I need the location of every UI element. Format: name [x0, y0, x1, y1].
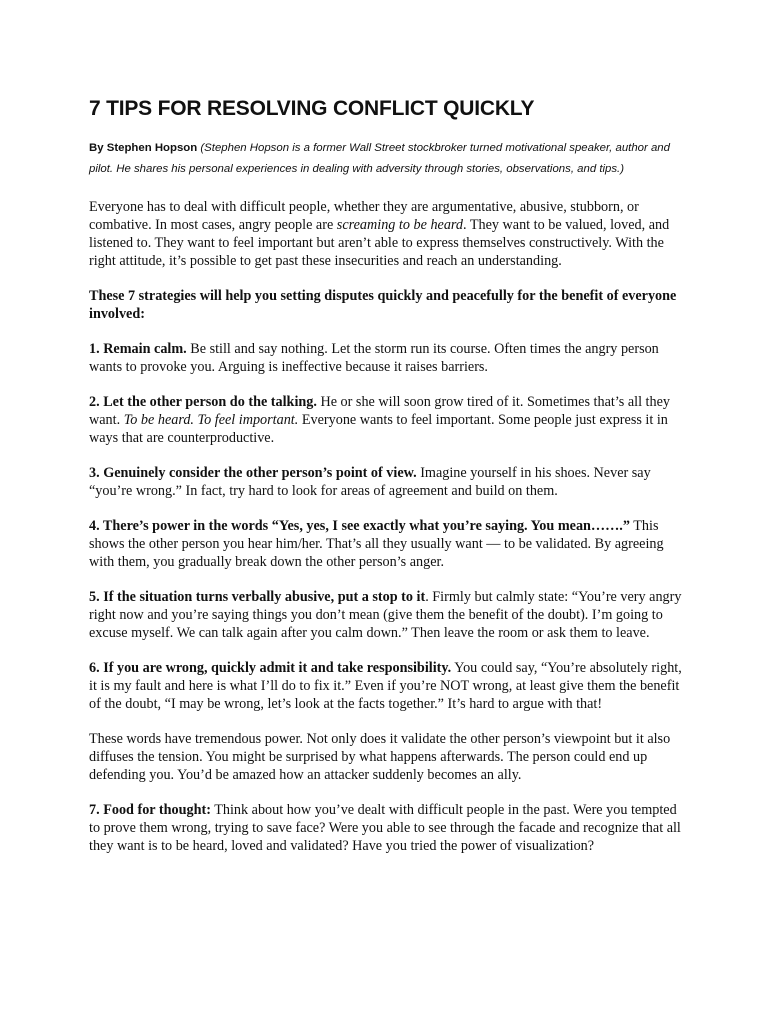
tip-body-continued: Everyone wants to feel important. Some people just express it in ways that are counterproductive. — [89, 412, 668, 446]
tip-2 — [89, 393, 685, 447]
tip-body: He or she will soon grow tired of it. Sometimes that’s all they want. — [89, 394, 670, 428]
tip-body: Think about how you’ve dealt with difficult people in the past. Were you tempted to prove them wrong, trying to save face? Were you able to see through the facade and recognize that all they want is to be heard, loved and validated? Have you tried the power of visualization? — [89, 802, 681, 854]
tip-heading: 7. Food for thought: — [89, 802, 211, 818]
tip-heading: 1. Remain calm. — [89, 341, 187, 357]
tip-heading: 5. If the situation turns verbally abusive, put a stop to it — [89, 589, 426, 605]
tip-body: Imagine yourself in his shoes. Never say “you’re wrong.” In fact, try hard to look for areas of agreement and build on them. — [89, 465, 651, 499]
tip-emphasis: To be heard. To feel important. — [123, 412, 299, 428]
tip-body: . Firmly but calmly state: “You’re very angry right now and you’re saying things you don’t mean (give them the benefit of the doubt). I’m going to excuse myself. We can talk again after you calm down.” Then leave the room or ask them to leave. — [89, 589, 682, 641]
tip-heading: 6. If you are wrong, quickly admit it and take responsibility. — [89, 660, 452, 676]
tip-body: Be still and say nothing. Let the storm run its course. Often times the angry person wants to provoke you. Arguing is ineffective because it raises barriers. — [89, 341, 659, 375]
tip-3 — [89, 464, 685, 500]
strategies-intro: These 7 strategies will help you setting disputes quickly and peacefully for the benefit of everyone involved: — [89, 288, 677, 322]
tip-5 — [89, 588, 685, 642]
tip-7 — [89, 801, 685, 855]
byline-author: By Stephen Hopson — [89, 142, 198, 154]
tip-heading: 4. There’s power in the words “Yes, yes, I see exactly what you’re saying. You mean…….” — [89, 518, 630, 534]
tip-4 — [89, 517, 685, 571]
intro-text-2: . They want to be valued, loved, and listened to. They want to feel important but aren’t able to express themselves constructively. With the right attitude, it’s possible to get past these insecurities and reach an understanding. — [89, 217, 670, 269]
intro-paragraph — [89, 198, 685, 270]
tip-1 — [89, 340, 685, 376]
byline — [89, 138, 685, 180]
tip-6 — [89, 659, 685, 713]
document-page — [89, 96, 685, 872]
tip-heading: 2. Let the other person do the talking. — [89, 394, 317, 410]
byline-bio: (Stephen Hopson is a former Wall Street stockbroker turned motivational speaker, author and pilot. He shares his personal experiences in dealing with adversity through stories, observations, and tips.) — [89, 142, 670, 175]
intro-emphasis: screaming to be heard — [336, 217, 464, 233]
intro-text-1: Everyone has to deal with difficult people, whether they are argumentative, abusive, stubborn, or combative. In most cases, angry people are — [89, 199, 639, 233]
tip-6-followup: These words have tremendous power. Not only does it validate the other person’s viewpoint but it also diffuses the tension. You might be surprised by what happens afterwards. The person could end up defending you. You’d be amazed how an attacker suddenly becomes an ally. — [89, 731, 671, 783]
document-title: 7 TIPS FOR RESOLVING CONFLICT QUICKLY — [89, 97, 535, 120]
tip-body: This shows the other person you hear him/her. That’s all they usually want — to be validated. By agreeing with them, you gradually break down the other person’s anger. — [89, 518, 664, 570]
tip-heading: 3. Genuinely consider the other person’s point of view. — [89, 465, 417, 481]
tip-body: You could say, “You’re absolutely right, it is my fault and here is what I’ll do to fix it.” Even if you’re NOT wrong, at least give them the benefit of the doubt, “I may be wrong, let’s look at the facts together.” It’s hard to argue with that! — [89, 660, 682, 712]
